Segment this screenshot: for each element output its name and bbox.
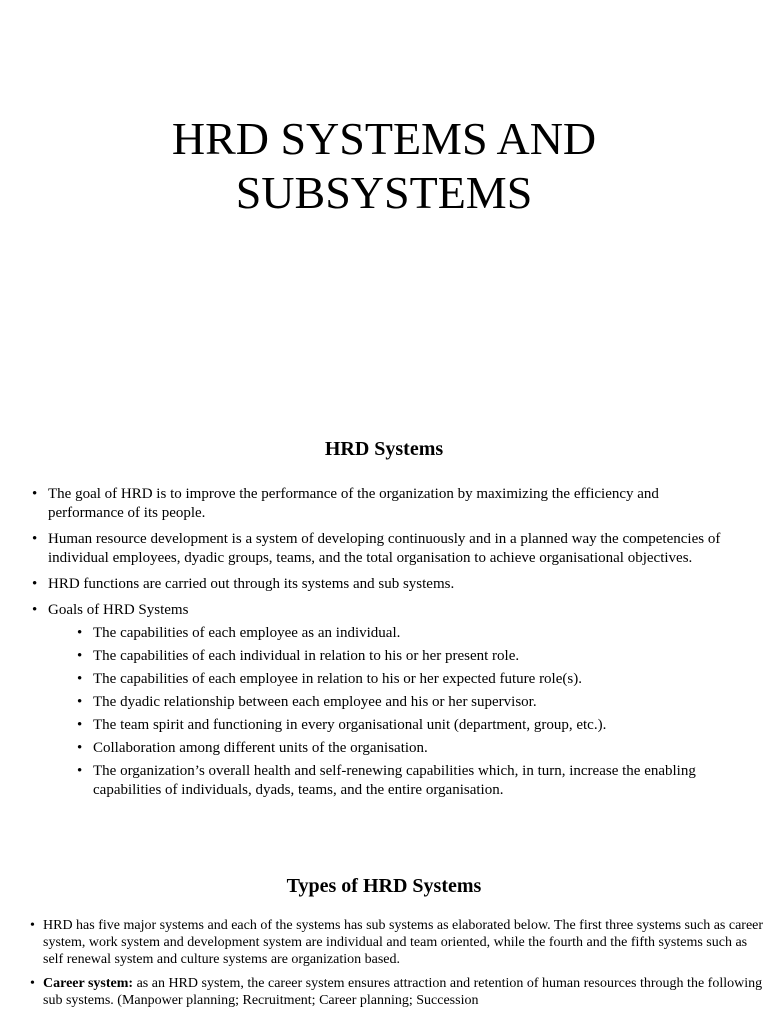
list-item: • HRD has five major systems and each of the systems has sub systems as elaborated below. The first three systems such as career system, work system and development system are individual and team oriented, while the fourth and the fifth systems such as self renewal system and culture systems are organization based. [30,917,766,968]
list-item: • Human resource development is a system of developing continuously and in a planned way the competencies of individual employees, dyadic groups, teams, and the total organisation to achieve organisational objectives. [32,530,732,568]
sub-list-item: • The capabilities of each individual in relation to his or her present role. [77,647,732,666]
career-system-text: as an HRD system, the career system ensures attraction and retention of human resources through the following sub systems. (Manpower planning; Recruitment; Career planning; Succession [43,976,763,1008]
sub-list-item: • The capabilities of each employee in relation to his or her expected future role(s). [77,670,732,689]
goals-sublist [77,624,732,800]
main-title [0,112,768,220]
sub-list-item: • The dyadic relationship between each employee and his or her supervisor. [77,693,732,712]
sub-list-item: • Collaboration among different units of the organisation. [77,739,732,758]
sub-list-item: • The team spirit and functioning in every organisational unit (department, group, etc.). [77,716,732,735]
list-item: • HRD functions are carried out through its systems and sub systems. [32,575,732,594]
main-title-line2: SUBSYSTEMS [235,167,533,218]
sub-list-item: • The capabilities of each employee as an individual. [77,624,732,643]
hrd-systems-list [32,485,732,807]
section-heading-hrd-systems: HRD Systems [324,438,444,460]
list-item: • The goal of HRD is to improve the performance of the organization by maximizing the efficiency and performance of its people. [32,485,732,523]
title-slide [0,0,768,390]
main-title-line1: HRD SYSTEMS AND [171,113,597,164]
list-item-goals [32,601,732,800]
list-item-career-system [30,975,766,1009]
types-list [30,917,766,1016]
sub-list-item: • The organization’s overall health and self-renewing capabilities which, in turn, increase the enabling capabilities of individuals, dyads, teams, and the entire organisation. [77,762,732,800]
goals-label: Goals of HRD Systems [48,602,189,618]
section-heading-types: Types of HRD Systems [286,875,482,897]
career-system-label: Career system: [43,976,134,991]
